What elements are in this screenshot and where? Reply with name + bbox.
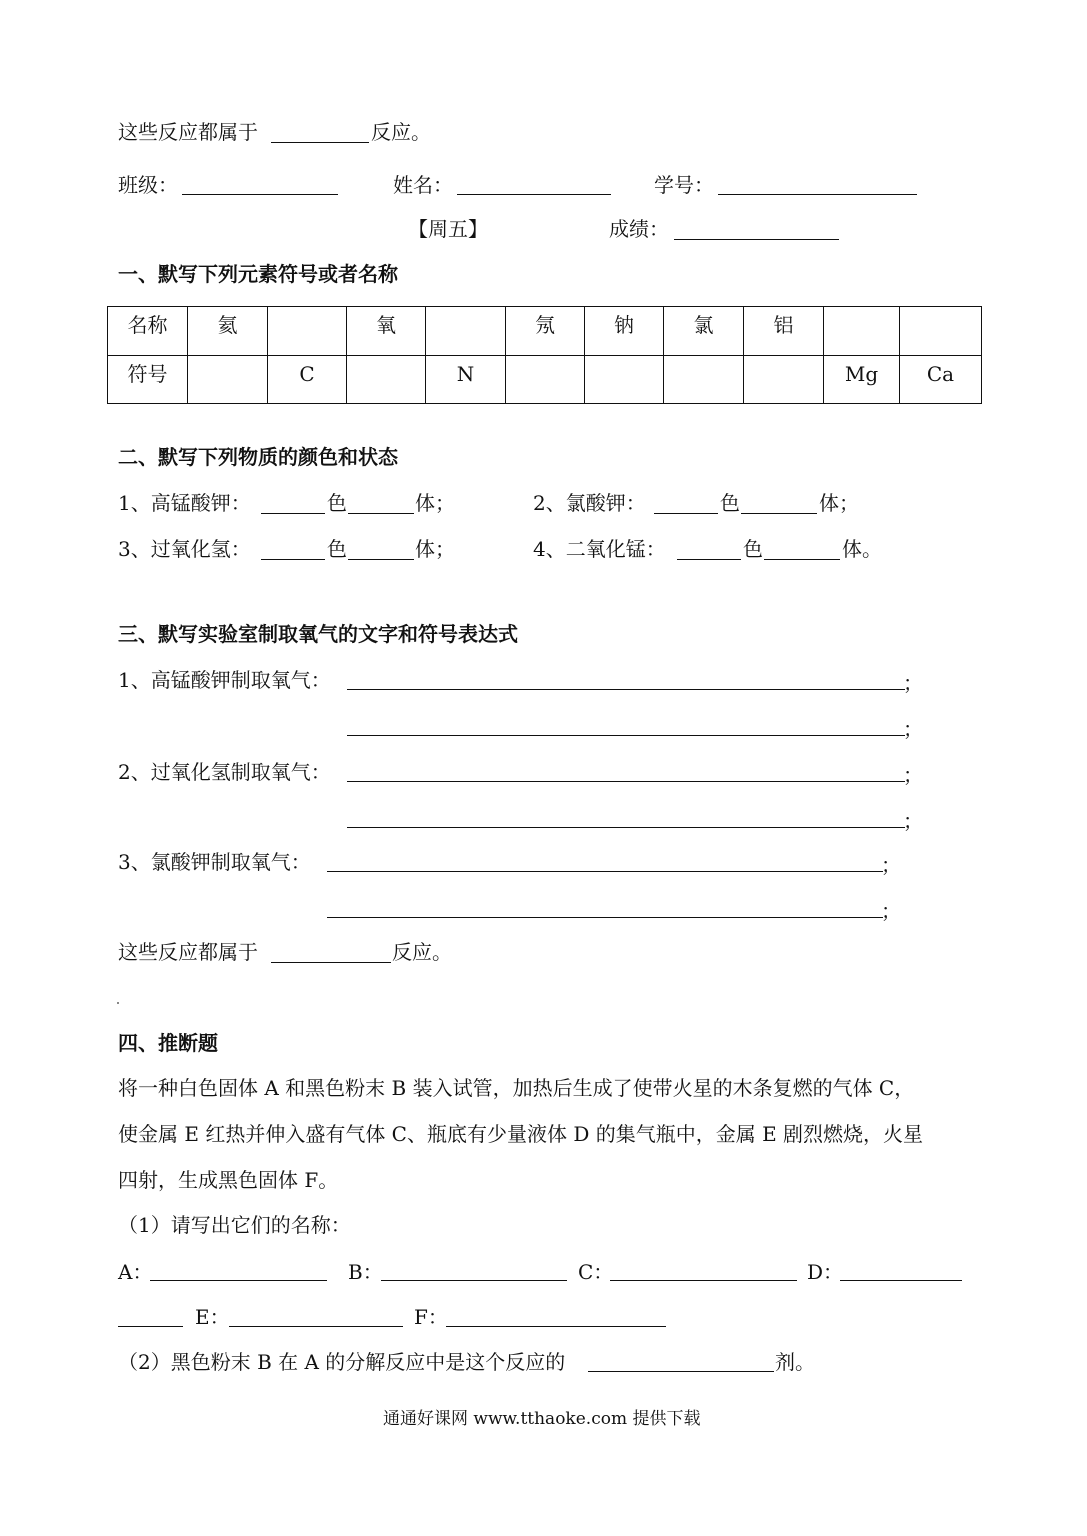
equation-end: ； <box>881 899 901 923</box>
day-label: 【周五】 <box>408 217 488 241</box>
color-word: 色 <box>743 537 763 561</box>
answer-blank-a[interactable] <box>150 1280 327 1281</box>
top-line-suffix: 反应。 <box>371 120 431 144</box>
equation-end: ； <box>903 671 923 695</box>
color-item-label: 3、过氧化氢： <box>118 537 251 561</box>
color-item-label: 1、高锰酸钾： <box>118 491 251 515</box>
table-cell: 符号 <box>108 355 188 404</box>
answer-blank-b[interactable] <box>381 1280 567 1281</box>
color-word: 色 <box>327 537 347 561</box>
table-cell[interactable]: 氧 <box>347 307 426 356</box>
paragraph-line: 将一种白色固体 A 和黑色粉末 B 装入试管，加热后生成了使带火星的木条复燃的气体 C， <box>118 1076 915 1100</box>
color-word: 色 <box>327 491 347 515</box>
table-cell[interactable] <box>188 355 268 404</box>
equation-end: ； <box>881 853 901 877</box>
answer-blank-c[interactable] <box>610 1280 797 1281</box>
equation-label: 3、氯酸钾制取氧气： <box>118 850 311 874</box>
color-item-label: 2、氯酸钾： <box>533 491 646 515</box>
color-word: 色 <box>720 491 740 515</box>
question1: （1）请写出它们的名称： <box>118 1213 351 1237</box>
state-word: 体； <box>415 537 455 561</box>
answer-blank-d[interactable] <box>840 1280 962 1281</box>
equation-blank[interactable] <box>327 871 883 872</box>
table-row-symbol <box>108 355 982 404</box>
table-cell[interactable] <box>347 355 426 404</box>
table-cell[interactable] <box>506 355 585 404</box>
color-blank[interactable] <box>261 513 325 514</box>
class-blank[interactable] <box>182 194 338 195</box>
name-blank[interactable] <box>457 194 611 195</box>
top-line-prefix: 这些反应都属于 <box>118 120 258 144</box>
table-cell[interactable]: 铝 <box>744 307 824 356</box>
reaction-type-prefix: 这些反应都属于 <box>118 940 258 964</box>
state-blank[interactable] <box>741 513 817 514</box>
color-blank[interactable] <box>654 513 718 514</box>
equation-blank[interactable] <box>327 917 883 918</box>
table-cell[interactable]: Ca <box>900 355 982 404</box>
score-label: 成绩： <box>609 217 669 241</box>
table-cell[interactable] <box>900 307 982 356</box>
reaction-type-blank[interactable] <box>271 962 391 963</box>
id-blank[interactable] <box>718 194 917 195</box>
color-blank[interactable] <box>261 559 325 560</box>
table-cell[interactable]: 氖 <box>506 307 585 356</box>
question2-suffix: 剂。 <box>775 1350 815 1374</box>
name-label: 姓名： <box>393 173 453 197</box>
reaction-type-suffix: 反应。 <box>392 940 452 964</box>
score-blank[interactable] <box>674 239 839 240</box>
section3-title: 三、默写实验室制取氧气的文字和符号表达式 <box>118 622 518 646</box>
table-cell[interactable]: 氦 <box>188 307 268 356</box>
section2-title: 二、默写下列物质的颜色和状态 <box>118 445 398 469</box>
answer-label-a: A： <box>118 1260 153 1284</box>
table-cell[interactable]: N <box>426 355 506 404</box>
answer-label-d: D： <box>807 1260 844 1284</box>
table-cell[interactable] <box>585 355 664 404</box>
table-cell[interactable]: 钠 <box>585 307 664 356</box>
equation-end: ； <box>903 809 923 833</box>
catalyst-blank[interactable] <box>588 1371 774 1372</box>
stray-dot <box>117 1002 119 1004</box>
section1-title: 一、默写下列元素符号或者名称 <box>118 262 398 286</box>
table-cell[interactable] <box>824 307 900 356</box>
section4-title: 四、推断题 <box>118 1031 218 1055</box>
table-row-name <box>108 307 982 356</box>
id-label: 学号： <box>654 173 714 197</box>
paragraph-line: 四射，生成黑色固体 F。 <box>118 1168 339 1192</box>
equation-end: ； <box>903 717 923 741</box>
table-cell[interactable] <box>426 307 506 356</box>
answer-blank-d-continued[interactable] <box>118 1326 183 1327</box>
equation-label: 1、高锰酸钾制取氧气： <box>118 668 331 692</box>
equation-blank[interactable] <box>347 735 905 736</box>
table-cell[interactable] <box>744 355 824 404</box>
equation-end: ； <box>903 763 923 787</box>
state-blank[interactable] <box>348 513 414 514</box>
table-cell[interactable]: Mg <box>824 355 900 404</box>
table-cell[interactable] <box>664 355 744 404</box>
answer-label-f: F： <box>414 1305 448 1329</box>
class-label: 班级： <box>118 173 178 197</box>
equation-blank[interactable] <box>347 689 905 690</box>
question2-prefix: （2）黑色粉末 B 在 A 的分解反应中是这个反应的 <box>118 1350 566 1374</box>
element-table <box>107 306 982 404</box>
answer-label-e: E： <box>195 1305 230 1329</box>
top-line-blank[interactable] <box>271 142 369 143</box>
table-cell[interactable] <box>268 307 347 356</box>
paragraph-line: 使金属 E 红热并伸入盛有气体 C、瓶底有少量液体 D 的集气瓶中，金属 E 剧烈燃烧，火星 <box>118 1122 924 1146</box>
color-blank[interactable] <box>677 559 741 560</box>
answer-label-c: C： <box>578 1260 614 1284</box>
answer-blank-f[interactable] <box>446 1326 666 1327</box>
equation-label: 2、过氧化氢制取氧气： <box>118 760 331 784</box>
state-blank[interactable] <box>764 559 840 560</box>
state-word: 体。 <box>842 537 882 561</box>
table-cell: 名称 <box>108 307 188 356</box>
equation-blank[interactable] <box>347 781 905 782</box>
state-word: 体； <box>415 491 455 515</box>
color-item-label: 4、二氧化锰： <box>533 537 666 561</box>
state-word: 体； <box>819 491 859 515</box>
table-cell[interactable]: 氯 <box>664 307 744 356</box>
footer-text: 通通好课网 www.tthaoke.com 提供下载 <box>383 1409 701 1429</box>
equation-blank[interactable] <box>347 827 905 828</box>
state-blank[interactable] <box>348 559 414 560</box>
answer-blank-e[interactable] <box>229 1326 403 1327</box>
table-cell[interactable]: C <box>268 355 347 404</box>
answer-label-b: B： <box>348 1260 383 1284</box>
